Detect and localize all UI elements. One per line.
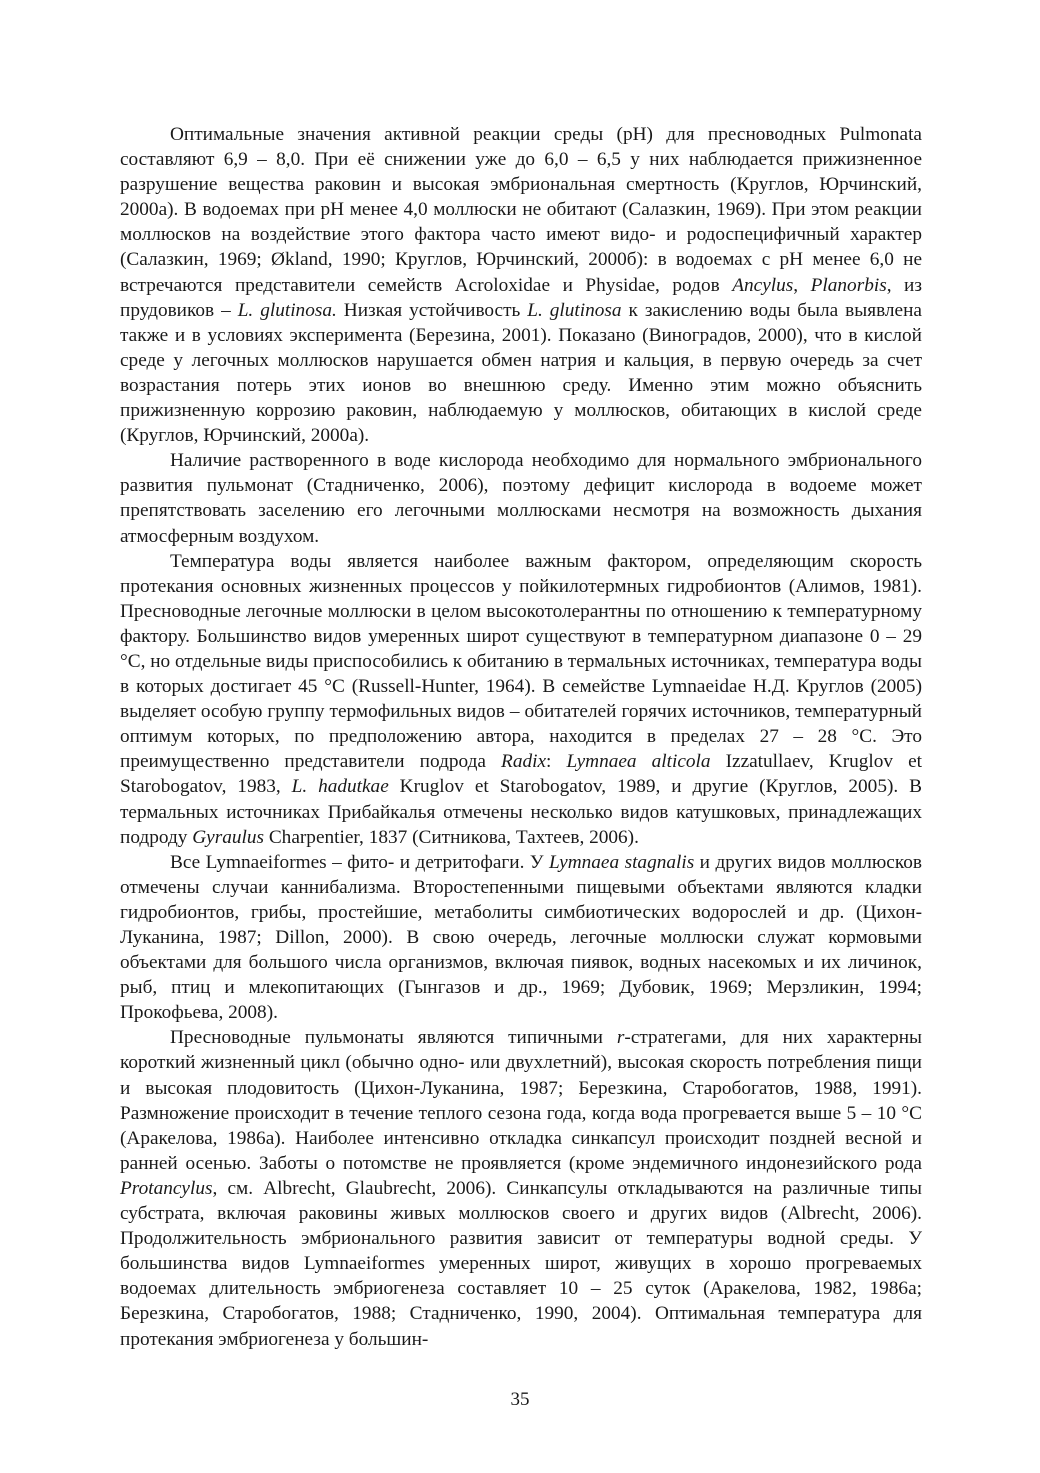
text-run: Оптимальные значения активной реакции среды (pH) для пресноводных Pulmonata составляют 6,9 – 8,0. При её снижении уже до 6,0 – 6,5 у них наблюдается прижизненное разрушение вещества раковин и высокая эмбриональная смертность (Круглов, Юрчинский, 2000а). В водоемах при pH менее 4,0 моллюски не обитают (Салазкин, 1969). При этом реакции моллюсков на воздействие этого фактора часто имеют видо- и родоспецифичный характер (Салазкин, 1969; Økland, 1990; Круглов, Юрчинский, 2000б): в водоемах с pH менее 6,0 не встречаются представители семейств Acroloxidae и Physidae, родов (120, 124, 922, 296)
text-run: Низкая устойчивость (336, 299, 528, 321)
italic-term: Lymnaea alticola (566, 751, 711, 773)
text-run: : (546, 751, 567, 773)
paragraph-temperature (120, 549, 922, 850)
text-run: к закислению воды была выявлена также и в условиях эксперимента (Березина, 2001). Показано (Виноградов, 2000), что в кислой среде у легочных моллюсков нарушается обмен натрия и кальция, в первую очередь за счет возрастания потерь этих ионов во внешнюю среду. Именно этим можно объяснить прижизненную коррозию раковин, наблюдаемую у моллюсков, обитающих в кислой среде (Круглов, Юрчинский, 2000а). (120, 299, 922, 447)
text-run: Все Lymnaeiformes – фито- и детритофаги. У (170, 851, 549, 873)
italic-term: Gyraulus (192, 826, 264, 848)
paragraph-reproduction (120, 1025, 922, 1351)
italic-term: L. hadutkae (291, 776, 389, 798)
text-run: Kruglov et Starobogatov, 1989, и другие (Круглов, 2005). В термальных источниках Прибайкалья отмечены несколько видов катушковых, принадлежащих подроду (120, 776, 922, 848)
italic-term: Protancylus (120, 1177, 213, 1199)
text-run: Температура воды является наиболее важным фактором, определяющим скорость протекания основных жизненных процессов у пойкилотермных гидробионтов (Алимов, 1981). Пресноводные легочные моллюски в целом высокотолерантны по отношению к температурному фактору. Большинство видов умеренных широт существуют в температурном диапазоне 0 – 29 °С, но отдельные виды приспособились к обитанию в термальных источниках, температура воды в которых достигает 45 °С (Russell-Hunter, 1964). В семействе Lymnaeidae Н.Д. Круглов (2005) выделяет особую группу термофильных видов – обитателей горячих источников, температурный оптимум которых, по предположению автора, находится в пределах 27 – 28 °С. Это преимущественно представители подрода (120, 550, 922, 773)
italic-term: Planorbis (810, 274, 887, 296)
text-run: и других видов моллюсков отмечены случаи каннибализма. Второстепенными пищевыми объектами являются кладки гидробионтов, грибы, простейшие, метаболиты симбиотических водорослей и др. (Цихон-Луканина, 1987; Dillon, 2000). В свою очередь, легочные моллюски служат кормовыми объектами для большого числа организмов, включая пиявок, водных насекомых и их личинок, рыб, птиц и млекопитающих (Гынгазов и др., 1969; Дубовик, 1969; Мерзликин, 1994; Прокофьева, 2008). (120, 851, 922, 1024)
text-run: -стратегами, для них характерны короткий жизненный цикл (обычно одно- или двухлетний), высокая скорость потребления пищи и высокая плодовитость (Цихон-Луканина, 1987; Березкина, Старобогатов, 1988, 1991). Размножение происходит в течение теплого сезона года, когда вода прогревается выше 5 – 10 °С (Аракелова, 1986а). Наиболее интенсивно откладка синкапсул происходит поздней весной и ранней осенью. Заботы о потомстве не проявляется (кроме эндемичного индонезийского рода (120, 1027, 923, 1174)
text-run: , из прудовиков – (120, 274, 922, 321)
text-run: Charpentier, 1837 (Ситникова, Тахтеев, 2006). (264, 826, 639, 848)
paragraph-feeding (120, 850, 922, 1026)
italic-term: Radix (501, 751, 547, 773)
paragraph-ph (120, 122, 922, 448)
page-body (120, 122, 922, 1352)
text-run: , (793, 274, 811, 296)
italic-term: r (616, 1027, 625, 1049)
paragraph-oxygen (120, 448, 922, 548)
italic-term: Ancylus (732, 274, 794, 296)
italic-term: L. glutinosa. (237, 299, 337, 321)
page-number: 35 (510, 1389, 530, 1410)
text-run: Наличие растворенного в воде кислорода необходимо для нормального эмбрионального развития пульмонат (Стадниченко, 2006), поэтому дефицит кислорода в водоеме может препятствовать заселению его легочными моллюсками несмотря на возможность дыхания атмосферным воздухом. (120, 450, 922, 547)
text-run: Пресноводные пульмонаты являются типичными (170, 1027, 617, 1049)
text-run: Izzatullaev, Kruglov et Starobogatov, 1983, (120, 751, 922, 798)
italic-term: L. glutinosa (527, 299, 622, 321)
italic-term: Lymnaea stagnalis (549, 851, 695, 873)
text-run: , см. Albrecht, Glaubrecht, 2006). Синкапсулы откладываются на различные типы субстрата, включая раковины живых моллюсков своего и других видов (Albrecht, 2006). Продолжительность эмбрионального развития зависит от температуры водной среды. У большинства видов Lymnaeiformes умеренных широт, живущих в хорошо прогреваемых водоемах длительность эмбриогенеза составляет 10 – 25 суток (Аракелова, 1982, 1986а; Березкина, Старобогатов, 1988; Стадниченко, 1990, 2004). Оптимальная температура для протекания эмбриогенеза у большин- (120, 1177, 922, 1350)
